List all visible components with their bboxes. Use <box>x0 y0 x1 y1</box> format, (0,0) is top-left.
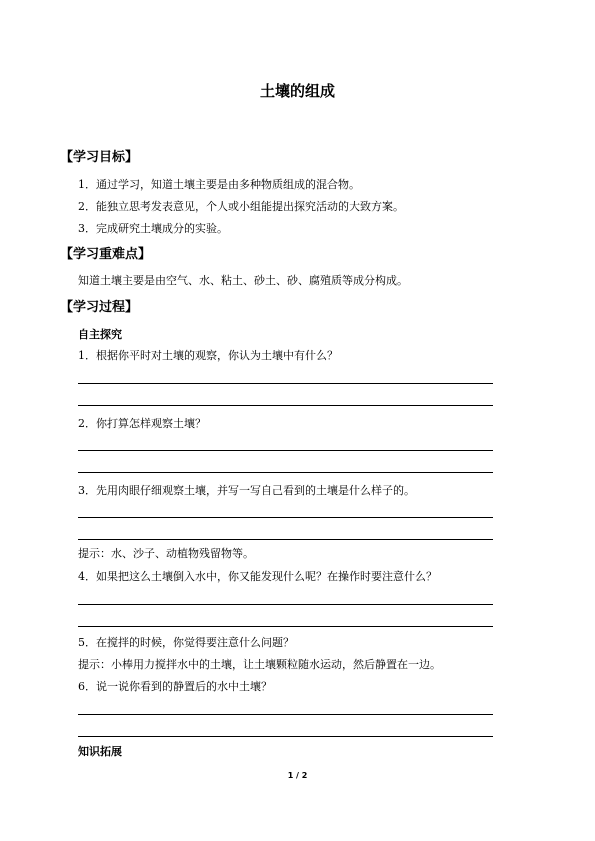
answer-line[interactable] <box>78 626 493 627</box>
objective-item: 1．通过学习，知道土壤主要是由多种物质组成的混合物。 <box>78 178 360 191</box>
self-inquiry-subheading: 自主探究 <box>78 328 122 341</box>
key-points-heading: 【学习重难点】 <box>60 247 152 262</box>
hint-2: 提示：小棒用力搅拌水中的土壤，让土壤颗粒随水运动，然后静置在一边。 <box>78 658 441 671</box>
hint-1: 提示：水、沙子、动植物残留物等。 <box>78 547 254 560</box>
answer-line[interactable] <box>78 714 493 715</box>
page-number: 1 / 2 <box>287 771 308 780</box>
objective-item: 2．能独立思考发表意见，个人或小组能提出探究活动的大致方案。 <box>78 200 404 213</box>
answer-line[interactable] <box>78 472 493 473</box>
answer-line[interactable] <box>78 383 493 384</box>
question-4: 4．如果把这么土壤倒入水中，你又能发现什么呢？在操作时要注意什么？ <box>78 570 437 583</box>
answer-line[interactable] <box>78 604 493 605</box>
answer-line[interactable] <box>78 405 493 406</box>
answer-line[interactable] <box>78 517 493 518</box>
question-1: 1．根据你平时对土壤的观察，你认为土壤中有什么？ <box>78 349 338 362</box>
knowledge-extension-subheading: 知识拓展 <box>78 745 122 758</box>
answer-line[interactable] <box>78 539 493 540</box>
key-points-text: 知道土壤主要是由空气、水、粘土、砂土、砂、腐殖质等成分构成。 <box>78 274 408 287</box>
answer-line[interactable] <box>78 736 493 737</box>
question-2: 2．你打算怎样观察土壤？ <box>78 417 206 430</box>
objective-item: 3．完成研究土壤成分的实验。 <box>78 222 228 235</box>
page-title: 土壤的组成 <box>259 82 335 100</box>
process-heading: 【学习过程】 <box>60 300 139 315</box>
question-6: 6．说一说你看到的静置后的水中土壤？ <box>78 680 272 693</box>
objectives-heading: 【学习目标】 <box>60 150 139 165</box>
question-5: 5．在搅拌的时候，你觉得要注意什么问题？ <box>78 636 294 649</box>
answer-line[interactable] <box>78 450 493 451</box>
question-3: 3．先用肉眼仔细观察土壤，并写一写自己看到的土壤是什么样子的。 <box>78 484 415 497</box>
